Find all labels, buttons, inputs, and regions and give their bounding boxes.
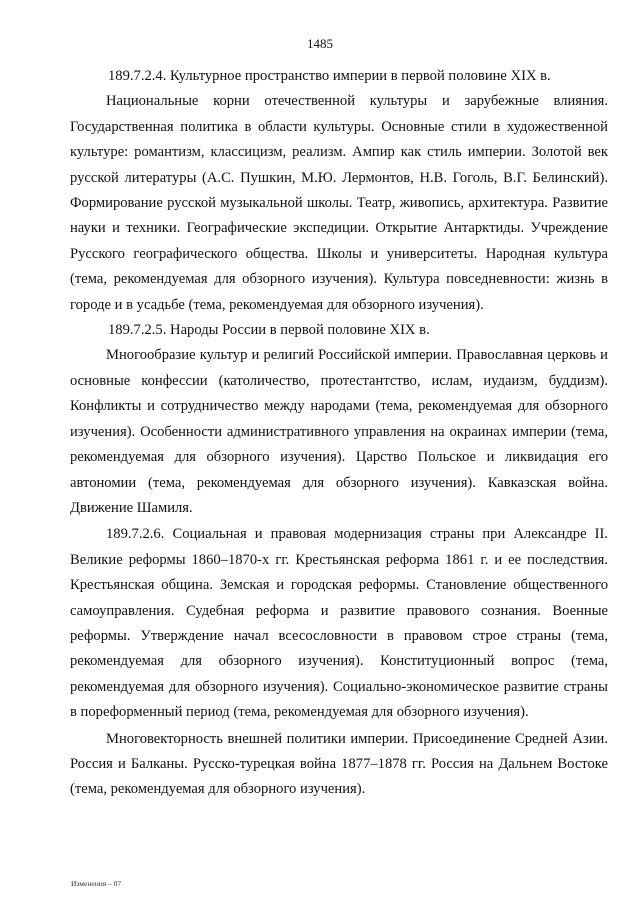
section-heading-189-7-2-4: 189.7.2.4. Культурное пространство империи в первой половине XIX в. bbox=[108, 68, 551, 84]
footer-revision: Изменения – 07 bbox=[71, 879, 122, 888]
paragraph-peoples: Многообразие культур и религий Российской империи. Православная церковь и основные конфессии (католичество, протестантство, ислам, иудаизм, буддизм). Конфликты и сотрудничество между народами (тема, рекомендуемая для обзорного изучения). Особенности административного управления на окраинах империи (тема, рекомендуемая для обзорного изучения). Царство Польское и ликвидация его автономии (тема, рекомендуемая для обзорного изучения). Кавказская война. Движение Шамиля. bbox=[70, 347, 608, 516]
paragraph-foreign-policy: Многовекторность внешней политики империи. Присоединение Средней Азии. Россия и Балканы. Русско-турецкая война 1877–1878 гг. Россия на Дальнем Востоке (тема, рекомендуемая для обзорного изучения). bbox=[70, 730, 608, 798]
section-heading-189-7-2-5: 189.7.2.5. Народы России в первой половине XIX в. bbox=[108, 322, 430, 339]
paragraph-reforms: 189.7.2.6. Социальная и правовая модернизация страны при Александре II. Великие реформы 1860–1870-х гг. Крестьянская реформа 1861 г. и ее последствия. Крестьянская община. Земская и городская реформы. Становление общественного самоуправления. Судебная реформа и развитие правового сознания. Военные реформы. Утверждение начал всесословности в правовом строе страны (тема, рекомендуемая для обзорного изучения). Конституционный вопрос (тема, рекомендуемая для обзорного изучения). Социально-экономическое развитие страны в пореформенный период (тема, рекомендуемая для обзорного изучения). bbox=[70, 526, 608, 721]
paragraph-culture: Национальные корни отечественной культуры и зарубежные влияния. Государственная политика в области культуры. Основные стили в художественной культуре: романтизм, классицизм, реализм. Ампир как стиль империи. Золотой век русской литературы (А.С. Пушкин, М.Ю. Лермонтов, Н.В. Гоголь, В.Г. Белинский). Формирование русской музыкальной школы. Театр, живопись, архитектура. Развитие науки и техники. Географические экспедиции. Открытие Антарктиды. Учреждение Русского географического общества. Школы и университеты. Народная культура (тема, рекомендуемая для обзорного изучения). Культура повседневности: жизнь в городе и в усадьбе (тема, рекомендуемая для обзорного изучения). bbox=[70, 93, 608, 313]
page-number: 1485 bbox=[307, 36, 333, 51]
document-body bbox=[70, 64, 608, 803]
